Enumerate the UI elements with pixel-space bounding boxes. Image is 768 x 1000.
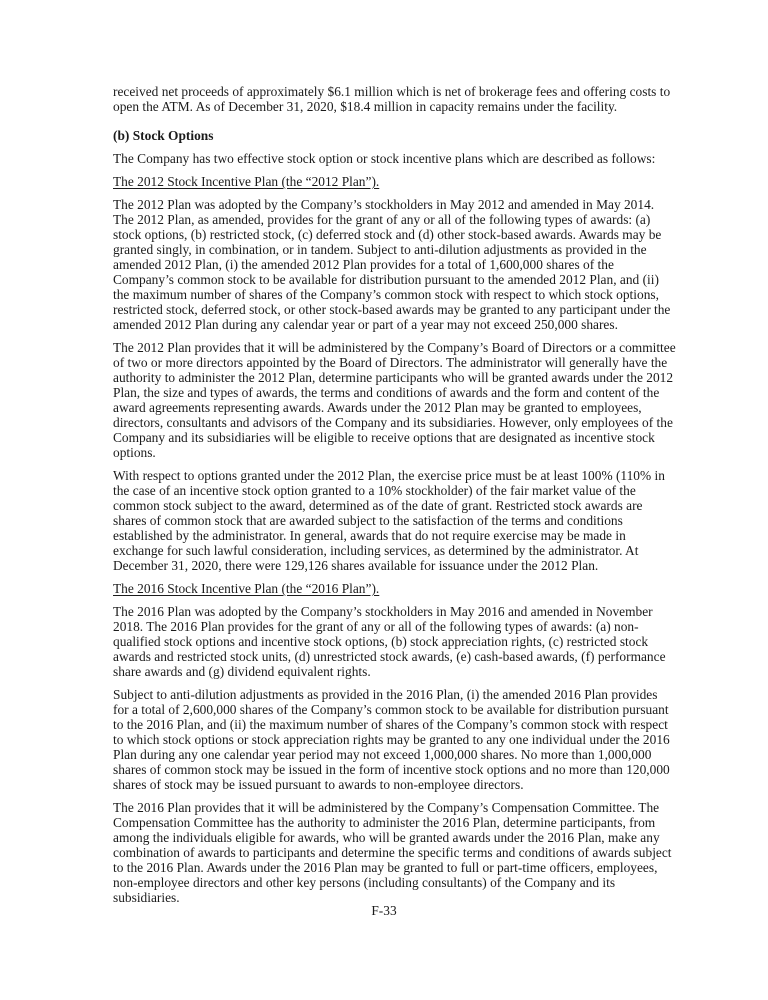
- paragraph-2016-plan-administration: The 2016 Plan provides that it will be administered by the Company’s Compensation Committee. The Compensation Committee has the authority to administer the 2016 Plan, determine participants, from among the individuals eligible for awards, who will be granted awards under the 2016 Plan, make any combination of awards to participants and determine the specific terms and conditions of awards subject to the 2016 Plan. Awards under the 2016 Plan may be granted to full or part-time officers, employees, non-employee directors and other key persons (including consultants) of the Company and its subsidiaries.: [113, 800, 672, 905]
- page-content: [113, 84, 676, 913]
- paragraph-2012-plan-exercise-price: With respect to options granted under the 2012 Plan, the exercise price must be at least 100% (110% in the case of an incentive stock option granted to a 10% stockholder) of the fair market value of the common stock subject to the award, determined as of the date of grant. Restricted stock awards are shares of common stock that are awarded subject to the satisfaction of the terms and conditions established by the administrator. In general, awards that do not require exercise may be made in exchange for such lawful consideration, including services, as determined by the administrator. At December 31, 2020, there were 129,126 shares available for issuance under the 2012 Plan.: [113, 468, 665, 573]
- paragraph-plans-intro: The Company has two effective stock option or stock incentive plans which are described as follows:: [113, 151, 656, 166]
- heading-2016-plan: The 2016 Stock Incentive Plan (the “2016 Plan”).: [113, 581, 380, 596]
- heading-stock-options: (b) Stock Options: [113, 128, 214, 143]
- heading-2012-plan: The 2012 Stock Incentive Plan (the “2012 Plan”).: [113, 174, 380, 189]
- paragraph-2012-plan-administration: The 2012 Plan provides that it will be administered by the Company’s Board of Directors or a committee of two or more directors appointed by the Board of Directors. The administrator will generally have the authority to administer the 2012 Plan, determine participants who will be granted awards under the 2012 Plan, the size and types of awards, the terms and conditions of awards and the form and content of the award agreements representing awards. Awards under the 2012 Plan may be granted to employees, directors, consultants and advisors of the Company and its subsidiaries. However, only employees of the Company and its subsidiaries will be eligible to receive options that are designated as incentive stock options.: [113, 340, 676, 460]
- page-number: F-33: [371, 903, 397, 918]
- paragraph-2016-plan-share-limits: Subject to anti-dilution adjustments as provided in the 2016 Plan, (i) the amended 2016 Plan provides for a total of 2,600,000 shares of the Company’s common stock to be available for distribution pursuant to the 2016 Plan, and (ii) the maximum number of shares of the Company’s common stock with respect to which stock options or stock appreciation rights may be granted to any one individual under the 2016 Plan during any one calendar year period may not exceed 1,000,000 shares. No more than 1,000,000 shares of common stock may be issued in the form of incentive stock options and no more than 120,000 shares of stock may be issued pursuant to awards to non-employee directors.: [113, 687, 670, 792]
- paragraph-2012-plan-terms: The 2012 Plan was adopted by the Company’s stockholders in May 2012 and amended in May 2014. The 2012 Plan, as amended, provides for the grant of any or all of the following types of awards: (a) stock options, (b) restricted stock, (c) deferred stock and (d) other stock-based awards. Awards may be granted singly, in combination, or in tandem. Subject to anti-dilution adjustments as provided in the amended 2012 Plan, (i) the amended 2012 Plan provides for a total of 1,600,000 shares of the Company’s common stock to be available for distribution pursuant to the amended 2012 Plan, and (ii) the maximum number of shares of the Company’s common stock with respect to which stock options, restricted stock, deferred stock, or other stock-based awards may be granted to any participant under the amended 2012 Plan during any calendar year or part of a year may not exceed 250,000 shares.: [113, 197, 671, 332]
- paragraph-atm-proceeds: received net proceeds of approximately $6.1 million which is net of brokerage fees and offering costs to open the ATM. As of December 31, 2020, $18.4 million in capacity remains under the facility.: [113, 84, 671, 114]
- paragraph-2016-plan-award-types: The 2016 Plan was adopted by the Company’s stockholders in May 2016 and amended in November 2018. The 2016 Plan provides for the grant of any or all of the following types of awards: (a) non-qualified stock options and incentive stock options, (b) stock appreciation rights, (c) restricted stock awards and restricted stock units, (d) unrestricted stock awards, (e) cash-based awards, (f) performance share awards and (g) dividend equivalent rights.: [113, 604, 666, 679]
